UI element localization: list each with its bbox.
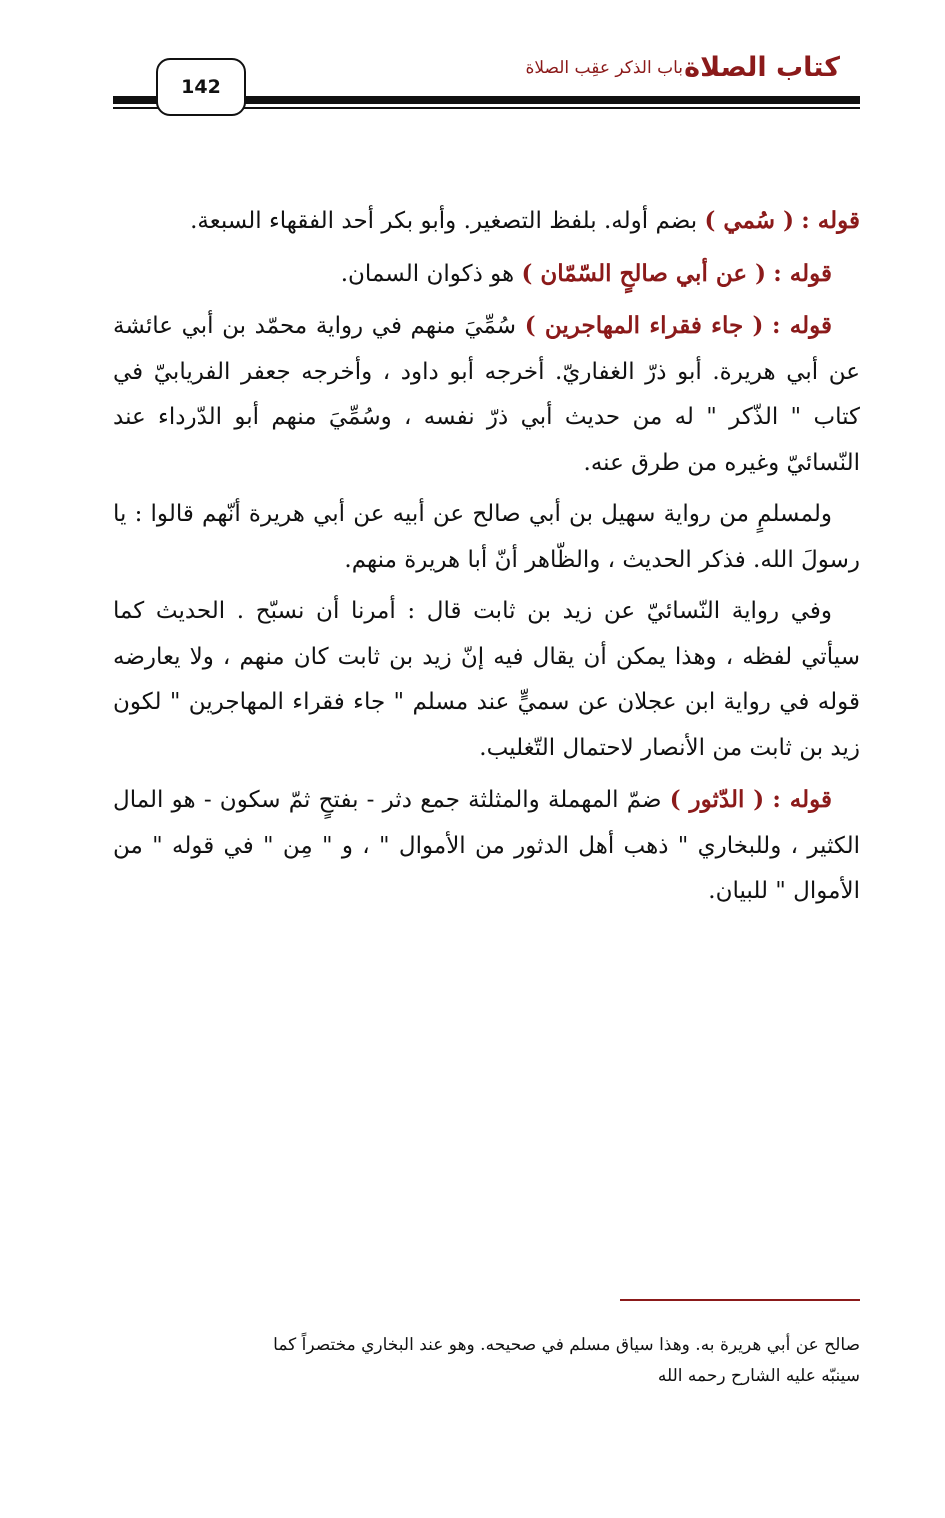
- paragraph-label: قوله :: [801, 207, 860, 234]
- paragraph-text: ولمسلمٍ من رواية سهيل بن أبي صالح عن أبيه عن أبي هريرة أنّهم قالوا : يا رسولَ الله. فذكر الحديث ، والظّاهر أنّ أبا هريرة منهم.: [113, 501, 860, 573]
- paragraph: [113, 251, 860, 298]
- paragraph-quote: ( جاء فقراء المهاجرين ): [524, 312, 764, 339]
- footnote: [113, 1330, 860, 1392]
- paragraph: [113, 777, 860, 915]
- paragraph: [113, 198, 860, 245]
- paragraph-text: ضمّ المهملة والمثلثة جمع دثر - بفتحٍ ثمّ سكون - هو المال الكثير ، وللبخاري " ذهب أهل الدثور من الأموال " ، و " مِن " في قوله " من الأموال " للبيان.: [113, 787, 860, 904]
- footnote-line: صالح عن أبي هريرة به. وهذا سياق مسلم في صحيحه. وهو عند البخاري مختصراً كما: [273, 1335, 860, 1355]
- paragraph-label: قوله :: [773, 259, 832, 287]
- paragraph-label: قوله :: [772, 786, 832, 813]
- paragraph-text: هو ذكوان السمان.: [340, 260, 515, 287]
- paragraph: [113, 589, 860, 771]
- paragraph-text: سُمِّيَ منهم في رواية محمّد بن أبي عائشة عن أبي هريرة. أبو ذرّ الغفاريّ. أخرجه أبو داود ، وأخرجه جعفر الفريابيّ في كتاب " الذّكر " له من حديث أبي ذرّ نفسه ، وسُمِّيَ منهم أبو الدّرداء عند النّسائيّ وغيره من طرق عنه.: [113, 313, 860, 476]
- footnote-line: سينبّه عليه الشارح رحمه الله: [657, 1366, 860, 1386]
- paragraph: [113, 492, 860, 583]
- paragraph-text: وفي رواية النّسائيّ عن زيد بن ثابت قال : أمرنا أن نسبّح . الحديث كما سيأتي لفظه ، وهذا يمكن أن يقال فيه إنّ زيد بن ثابت كان منهم ، ولا يعارضه قوله في رواية ابن عجلان عن سميٍّ عند مسلم " جاء فقراء المهاجرين " لكون زيد بن ثابت من الأنصار لاحتمال التّغليب.: [113, 598, 860, 761]
- book-title: كتاب الصلاة: [684, 52, 840, 83]
- paragraph-label: قوله :: [772, 312, 833, 339]
- page-number: 142: [181, 76, 221, 98]
- page-number-box: [156, 58, 246, 116]
- main-content: [113, 198, 860, 921]
- paragraph-quote: ( عن أبي صالحٍ السّمّان ): [521, 259, 766, 287]
- footnote-divider: [620, 1299, 860, 1301]
- paragraph-quote: ( سُمي ): [704, 207, 794, 234]
- paragraph: [113, 303, 860, 486]
- chapter-title: باب الذكر عقِب الصلاة: [525, 58, 683, 78]
- paragraph-quote: ( الدّثور ): [669, 786, 765, 813]
- paragraph-text: بضم أوله. بلفظ التصغير. وأبو بكر أحد الفقهاء السبعة.: [190, 208, 698, 234]
